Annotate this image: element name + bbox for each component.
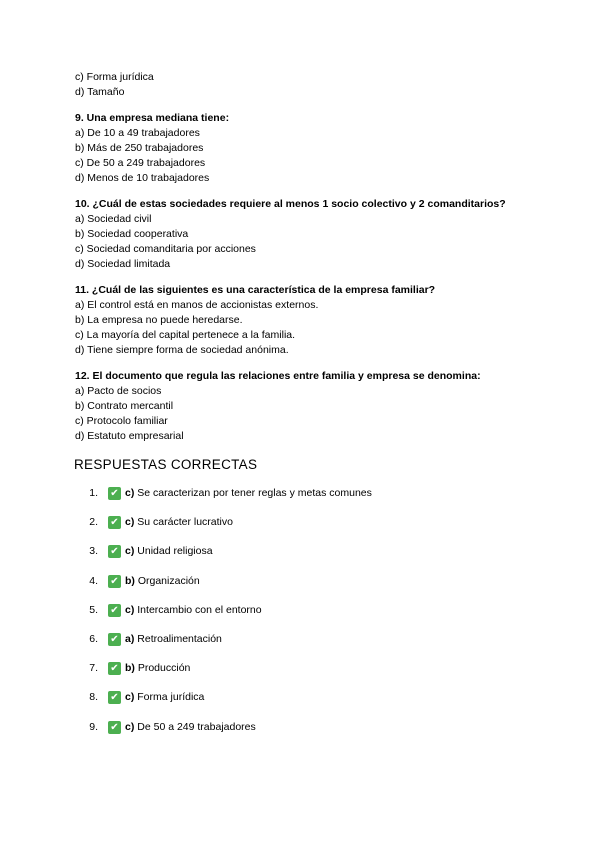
- check-icon: ✔: [108, 633, 121, 646]
- answer-text: Unidad religiosa: [137, 545, 213, 558]
- check-icon: ✔: [108, 516, 121, 529]
- answers-list: [0, 486, 600, 749]
- option-a: a) De 10 a 49 trabajadores: [75, 127, 200, 139]
- answer-number: 2.: [89, 516, 98, 529]
- check-icon: ✔: [108, 487, 121, 500]
- answer-letter: c): [125, 516, 135, 529]
- answer-text: Intercambio con el entorno: [137, 603, 262, 616]
- answer-letter: c): [125, 603, 135, 616]
- answer-body: [125, 661, 190, 676]
- option-a: a) El control está en manos de accionistas externos.: [75, 299, 319, 311]
- answer-body: [125, 603, 262, 618]
- option-c: c) La mayoría del capital pertenece a la familia.: [75, 329, 296, 341]
- option-d: d) Tiene siempre forma de sociedad anónima.: [75, 344, 289, 356]
- answer-letter: c): [125, 691, 135, 704]
- answer-text: Su carácter lucrativo: [137, 516, 233, 529]
- answer-text: Organización: [137, 574, 200, 587]
- option-b: b) Más de 250 trabajadores: [75, 142, 204, 154]
- answer-item: [0, 544, 600, 559]
- answer-item: [0, 515, 600, 530]
- check-icon: ✔: [108, 662, 121, 675]
- answer-number: 8.: [89, 691, 98, 704]
- answer-number: 4.: [89, 574, 98, 587]
- check-icon: ✔: [108, 721, 121, 734]
- option-b: b) Sociedad cooperativa: [75, 228, 189, 240]
- answer-text: Forma jurídica: [137, 691, 205, 704]
- question-10: [75, 197, 506, 272]
- answer-number: 9.: [89, 720, 98, 733]
- answer-letter: a): [125, 632, 135, 645]
- previous-question-tail: [75, 70, 506, 100]
- option-d: d) Tamaño: [75, 86, 125, 98]
- answer-body: [125, 544, 213, 559]
- question-12: [75, 369, 506, 444]
- answers-heading: RESPUESTAS CORRECTAS: [74, 457, 258, 472]
- answer-number: 7.: [89, 662, 98, 675]
- answer-body: [125, 632, 222, 647]
- option-d: d) Menos de 10 trabajadores: [75, 172, 210, 184]
- option-c: c) Forma jurídica: [75, 71, 154, 83]
- answer-item: [0, 690, 600, 705]
- answer-item: [0, 661, 600, 676]
- answer-letter: c): [125, 720, 135, 733]
- answer-item: [0, 603, 600, 618]
- check-icon: ✔: [108, 604, 121, 617]
- answer-number: 6.: [89, 632, 98, 645]
- question-title: 11. ¿Cuál de las siguientes es una característica de la empresa familiar?: [75, 284, 436, 296]
- answer-text: Producción: [137, 662, 191, 675]
- option-b: b) La empresa no puede heredarse.: [75, 314, 243, 326]
- answer-item: [0, 486, 600, 501]
- answer-body: [125, 690, 204, 705]
- question-title: 10. ¿Cuál de estas sociedades requiere al menos 1 socio colectivo y 2 comanditarios?: [75, 198, 506, 210]
- answer-letter: c): [125, 545, 135, 558]
- answer-item: [0, 720, 600, 735]
- option-c: c) Sociedad comanditaria por acciones: [75, 243, 256, 255]
- answer-item: [0, 574, 600, 589]
- answer-number: 5.: [89, 603, 98, 616]
- answer-body: [125, 720, 256, 735]
- answer-body: [125, 515, 233, 530]
- quiz-section: [75, 70, 506, 444]
- question-title: 9. Una empresa mediana tiene:: [75, 112, 230, 124]
- option-b: b) Contrato mercantil: [75, 400, 174, 412]
- answer-letter: c): [125, 487, 135, 499]
- answer-number: 3.: [89, 545, 98, 558]
- answer-number: 1.: [89, 487, 98, 499]
- question-title: 12. El documento que regula las relaciones entre familia y empresa se denomina:: [75, 370, 481, 382]
- answer-body: [125, 574, 200, 589]
- answer-letter: b): [125, 574, 135, 587]
- answer-letter: b): [125, 662, 135, 675]
- option-a: a) Sociedad civil: [75, 213, 152, 225]
- answer-item: [0, 632, 600, 647]
- question-9: [75, 111, 506, 186]
- option-d: d) Sociedad limitada: [75, 258, 171, 270]
- check-icon: ✔: [108, 575, 121, 588]
- check-icon: ✔: [108, 691, 121, 704]
- answer-text: Retroalimentación: [137, 632, 222, 645]
- option-d: d) Estatuto empresarial: [75, 430, 184, 442]
- answer-text: Se caracterizan por tener reglas y metas comunes: [137, 487, 372, 499]
- option-a: a) Pacto de socios: [75, 385, 162, 397]
- answer-text: De 50 a 249 trabajadores: [137, 720, 256, 733]
- answer-body: [125, 486, 372, 501]
- option-c: c) Protocolo familiar: [75, 415, 168, 427]
- question-11: [75, 283, 506, 358]
- option-c: c) De 50 a 249 trabajadores: [75, 157, 206, 169]
- check-icon: ✔: [108, 545, 121, 558]
